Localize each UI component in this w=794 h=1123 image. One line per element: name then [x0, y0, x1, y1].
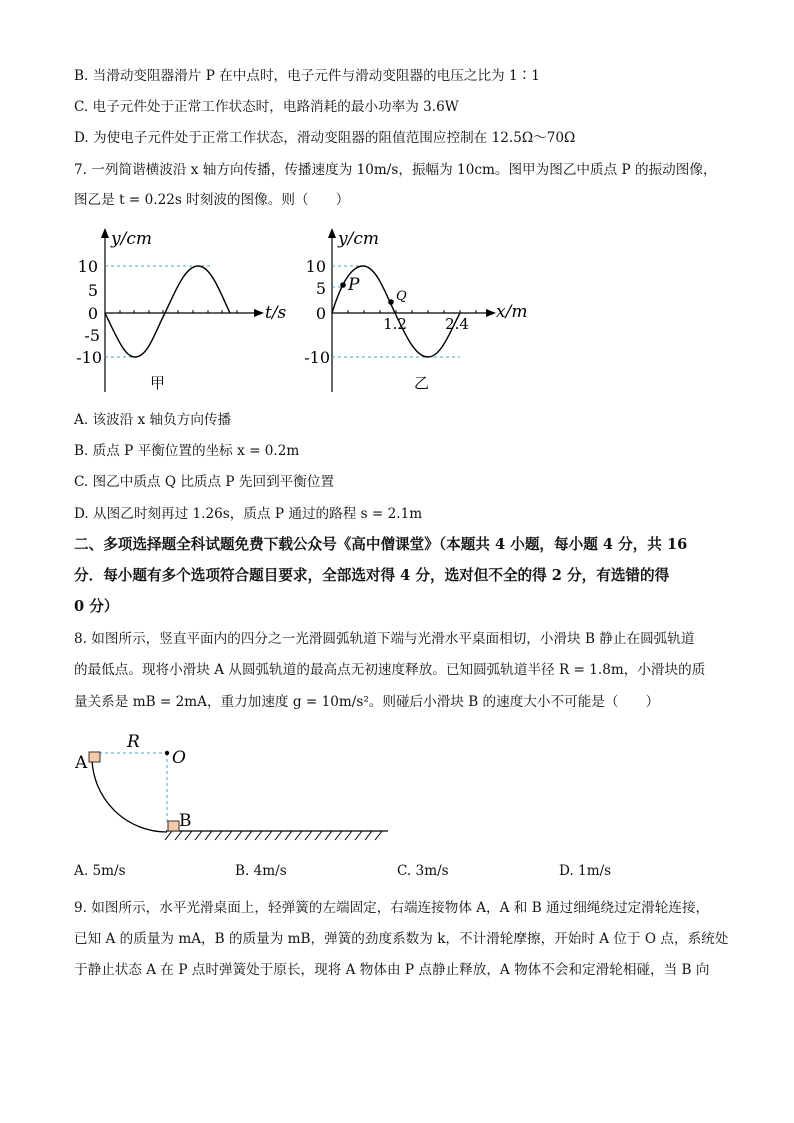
- section2-heading-line2: 分．每小题有多个选项符合题目要求，全部选对得 4 分，选对但不全的得 2 分，有选错的得: [74, 567, 670, 584]
- jia-caption: 甲: [150, 374, 166, 392]
- yi-tick-0: 0: [315, 304, 326, 323]
- jia-tick-minus-5: -5: [84, 326, 100, 345]
- yi-tick-5: 5: [315, 279, 326, 298]
- q8-option-a: A. 5m/s: [74, 863, 126, 879]
- q7-option-d: D. 从图乙时刻再过 1.26s，质点 P 通过的路程 s = 2.1m: [74, 506, 423, 522]
- q7-option-a: A. 该波沿 x 轴负方向传播: [74, 412, 232, 428]
- yi-y-label: y/cm: [338, 229, 379, 249]
- label-a: A: [75, 753, 88, 773]
- q6-option-d: D. 为使电子元件处于正常工作状态，滑动变阻器的阻值范围应控制在 12.5Ω～70Ω: [74, 130, 576, 146]
- q8-options: [74, 863, 714, 883]
- q7-option-b: B. 质点 P 平衡位置的坐标 x = 0.2m: [74, 443, 300, 459]
- section2-heading-line1: 二、多项选择题全科试题免费下载公众号《高中僧课堂》（本题共 4 小题，每小题 4 分，共 16: [74, 536, 688, 553]
- q7-graph-yi: [300, 222, 540, 397]
- q9-stem-line1: 9. 如图所示，水平光滑桌面上，轻弹簧的左端固定，右端连接物体 A，A 和 B 通过细绳绕过定滑轮连接，: [74, 900, 710, 916]
- center-o: [165, 751, 169, 755]
- jia-sine-curve: [105, 266, 230, 357]
- block-a: [89, 752, 100, 762]
- jia-x-label: t/s: [265, 303, 287, 323]
- q8-option-c: C. 3m/s: [397, 863, 449, 879]
- section2-heading-line3: 0 分）: [74, 598, 119, 615]
- label-r: R: [127, 732, 140, 752]
- jia-tick-minus-10: -10: [76, 348, 102, 367]
- yi-x-label: x/m: [496, 302, 528, 322]
- q7-graph-jia: [70, 222, 300, 397]
- yi-caption: 乙: [414, 374, 430, 392]
- jia-y-label: y/cm: [111, 229, 152, 249]
- q8-stem-line2: 的最低点。现将小滑块 A 从圆弧轨道的最高点无初速度释放。已知圆弧轨道半径 R = 1.8m，小滑块的质: [74, 662, 706, 678]
- jia-tick-10: 10: [77, 257, 98, 276]
- yi-tick-minus-10: -10: [304, 348, 330, 367]
- yi-point-p: [340, 282, 346, 288]
- yi-x-tick-1-2: 1.2: [383, 315, 407, 333]
- label-b: B: [179, 811, 192, 831]
- jia-tick-5: 5: [87, 281, 98, 300]
- q7-stem-line2: 图乙是 t = 0.22s 时刻波的图像。则（ ）: [74, 192, 350, 208]
- q8-figure: [70, 728, 400, 850]
- q7-stem-line1: 7. 一列简谐横波沿 x 轴方向传播，传播速度为 10m/s，振幅为 10cm。图甲为图乙中质点 P 的振动图像，: [74, 162, 717, 178]
- yi-label-p: P: [348, 275, 360, 295]
- q7-option-c: C. 图乙中质点 Q 比质点 P 先回到平衡位置: [74, 474, 335, 490]
- yi-x-tick-2-4: 2.4: [445, 315, 469, 333]
- arc-track: [92, 757, 167, 832]
- q8-option-d: D. 1m/s: [559, 863, 612, 879]
- q6-option-c: C. 电子元件处于正常工作状态时，电路消耗的最小功率为 3.6W: [74, 99, 459, 115]
- q8-stem-line1: 8. 如图所示，竖直平面内的四分之一光滑圆弧轨道下端与光滑水平桌面相切，小滑块 B 静止在圆弧轨道: [74, 631, 695, 647]
- q9-stem-line3: 于静止状态 A 在 P 点时弹簧处于原长，现将 A 物体由 P 点静止释放，A 物体不会和定滑轮相碰，当 B 向: [74, 962, 710, 978]
- yi-label-q: Q: [396, 289, 407, 304]
- q9-stem-line2: 已知 A 的质量为 mA，B 的质量为 mB，弹簧的劲度系数为 k，不计滑轮摩擦，开始时 A 位于 O 点，系统处: [74, 931, 729, 947]
- yi-point-q: [388, 299, 394, 305]
- label-o: O: [172, 748, 186, 768]
- jia-tick-0: 0: [87, 304, 98, 323]
- q8-option-b: B. 4m/s: [235, 863, 287, 879]
- block-b: [168, 821, 179, 831]
- q6-option-b: B. 当滑动变阻器滑片 P 在中点时，电子元件与滑动变阻器的电压之比为 1∶1: [74, 68, 540, 84]
- q8-stem-line3: 量关系是 mB = 2mA，重力加速度 g = 10m/s²。则碰后小滑块 B 的速度大小不可能是（ ）: [74, 694, 660, 710]
- yi-tick-10: 10: [305, 257, 326, 276]
